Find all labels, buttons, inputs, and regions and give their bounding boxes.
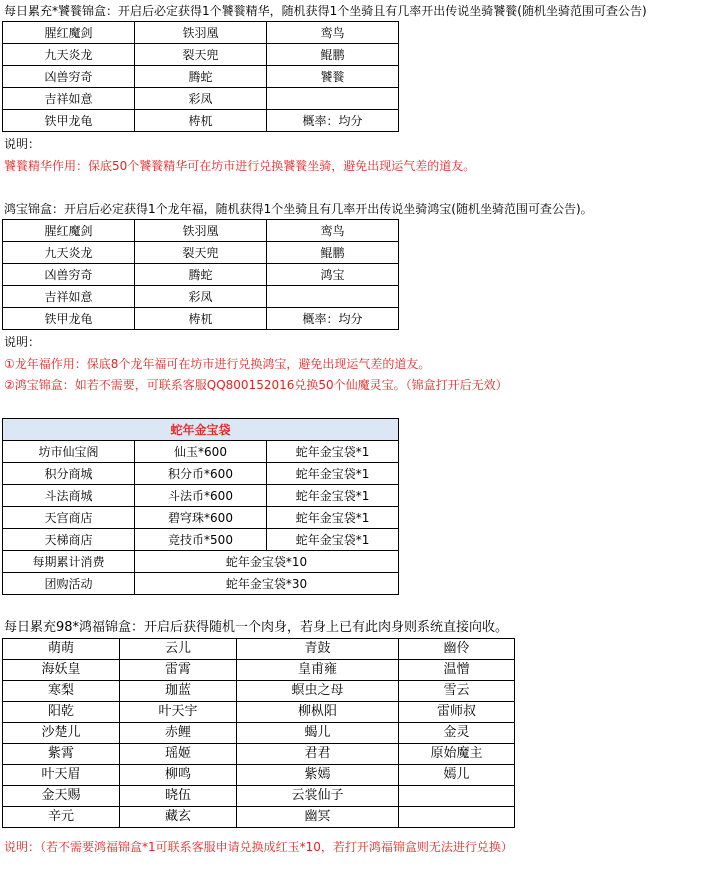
table-cell: 叶天宇: [120, 702, 237, 723]
table-cell: 皇甫雍: [237, 660, 399, 681]
table-cell: 积分币*600: [135, 463, 267, 485]
table-cell: 赤鲤: [120, 723, 237, 744]
table-cell: 嫣儿: [399, 765, 515, 786]
table-cell: 天梯商店: [3, 529, 135, 551]
table-cell: 阳乾: [3, 702, 120, 723]
table-row: [3, 765, 515, 786]
table-cell: 原始魔主: [399, 744, 515, 765]
table-title-row: [3, 419, 399, 441]
table-row: [3, 88, 399, 110]
table-cell: 饕餮: [267, 66, 399, 88]
table-cell: 铁甲龙龟: [3, 308, 135, 330]
section2-mount-table: [2, 219, 399, 330]
table-cell: 裂天兜: [135, 44, 267, 66]
table-cell: [267, 88, 399, 110]
table-row: [3, 529, 399, 551]
table-row: [3, 441, 399, 463]
table-cell: 坊市仙宝阁: [3, 441, 135, 463]
table-cell: 沙楚儿: [3, 723, 120, 744]
section2-note-text-2: ②鸿宝锦盒：如若不需要，可联系客服QQ800152016兑换50个仙魔灵宝。（锦盒打开后无效）: [4, 378, 508, 392]
table-row: [3, 681, 515, 702]
table-cell: 概率：均分: [267, 110, 399, 132]
table-cell: 叶天眉: [3, 765, 120, 786]
table-row: [3, 702, 515, 723]
table-cell: 鲲鹏: [267, 44, 399, 66]
table-cell: 蛇年金宝袋*1: [267, 463, 399, 485]
table-cell: 梼杌: [135, 110, 267, 132]
table-cell: 青鼓: [237, 639, 399, 660]
table-cell: 彩凤: [135, 88, 267, 110]
table-row: [3, 22, 399, 44]
table-row: [3, 551, 399, 573]
table-row: [3, 639, 515, 660]
table-cell: 斗法商城: [3, 485, 135, 507]
table-cell: 紫嫣: [237, 765, 399, 786]
section4-note-text: 说明：（若不需要鸿福锦盒*1可联系客服申请兑换成红玉*10，若打开鸿福锦盒则无法进行兑换）: [4, 840, 513, 854]
table-cell: 梼杌: [135, 308, 267, 330]
table-row: [3, 485, 399, 507]
table-cell: 螟虫之母: [237, 681, 399, 702]
table-cell: 云裳仙子: [237, 786, 399, 807]
table-cell: 概率：均分: [267, 308, 399, 330]
table-cell: 凶兽穷奇: [3, 264, 135, 286]
section4-heading: 每日累充98*鸿福锦盒：开启后获得随机一个肉身，若身上已有此肉身则系统直接向收。: [4, 620, 509, 635]
table-cell: 裂天兜: [135, 242, 267, 264]
table-cell: 凶兽穷奇: [3, 66, 135, 88]
table-row: [3, 66, 399, 88]
table-row: [3, 286, 399, 308]
table-cell: 瑶姬: [120, 744, 237, 765]
table-row: [3, 264, 399, 286]
section1-mount-table: [2, 21, 399, 132]
table-cell: 金灵: [399, 723, 515, 744]
table-cell: 幽伶: [399, 639, 515, 660]
table-cell: 仙玉*600: [135, 441, 267, 463]
section1-note-text: 饕餮精华作用：保底50个饕餮精华可在坊市进行兑换饕餮坐骑，避免出现运气差的道友。: [4, 159, 476, 173]
table-cell: 天宫商店: [3, 507, 135, 529]
table-cell: 晓伍: [120, 786, 237, 807]
table-row: [3, 807, 515, 828]
table-cell: 腥红魔剑: [3, 220, 135, 242]
table-row: [3, 573, 399, 595]
table-row: [3, 723, 515, 744]
table-cell: 藏玄: [120, 807, 237, 828]
table-cell: 柳鸣: [120, 765, 237, 786]
table-cell: [399, 786, 515, 807]
table-row: [3, 110, 399, 132]
table-cell: 铁甲龙龟: [3, 110, 135, 132]
table-row: [3, 220, 399, 242]
table-cell: 金天赐: [3, 786, 120, 807]
table-cell: 鲲鹏: [267, 242, 399, 264]
table-cell: 蛇年金宝袋*30: [135, 573, 399, 595]
table-cell: 云儿: [120, 639, 237, 660]
table-cell: 蛇年金宝袋*10: [135, 551, 399, 573]
table-cell: 吉祥如意: [3, 286, 135, 308]
table-cell: 萌萌: [3, 639, 120, 660]
table-row: [3, 786, 515, 807]
table-cell: 斗法币*600: [135, 485, 267, 507]
table-cell: [399, 807, 515, 828]
table-cell: 雷师叔: [399, 702, 515, 723]
table-cell: 腾蛇: [135, 264, 267, 286]
table-cell: 九天炎龙: [3, 242, 135, 264]
table-cell: 每期累计消费: [3, 551, 135, 573]
section2-note-label: 说明：: [4, 335, 41, 349]
table-row: [3, 507, 399, 529]
table-cell: 柳枞阳: [237, 702, 399, 723]
section1-heading: 每日累充*饕餮锦盒：开启后必定获得1个饕餮精华，随机获得1个坐骑且有几率开出传说坐骑饕餮(随机坐骑范围可查公告): [4, 4, 647, 18]
table-cell: 蛇年金宝袋*1: [267, 529, 399, 551]
table-cell: 团购活动: [3, 573, 135, 595]
table-cell: 雷霄: [120, 660, 237, 681]
table-cell: 珈蓝: [120, 681, 237, 702]
table-cell: 紫霄: [3, 744, 120, 765]
section2-heading: 鸿宝锦盒：开启后必定获得1个龙年福，随机获得1个坐骑且有几率开出传说坐骑鸿宝(随机坐骑范围可查公告)。: [4, 202, 593, 216]
table-row: [3, 242, 399, 264]
table-cell: 雪云: [399, 681, 515, 702]
table-cell: 鸾鸟: [267, 22, 399, 44]
table-row: [3, 660, 515, 681]
table-cell: 碧穹珠*600: [135, 507, 267, 529]
table-cell: 铁羽凰: [135, 22, 267, 44]
table-cell: 彩凤: [135, 286, 267, 308]
table-cell: 蝎儿: [237, 723, 399, 744]
table-cell: 鸿宝: [267, 264, 399, 286]
table-row: [3, 308, 399, 330]
table-cell: 温憎: [399, 660, 515, 681]
table-cell: 海妖皇: [3, 660, 120, 681]
table-cell: 腾蛇: [135, 66, 267, 88]
table-cell: 竞技币*500: [135, 529, 267, 551]
table-row: [3, 463, 399, 485]
table-cell: 腥红魔剑: [3, 22, 135, 44]
section4-body-table: [2, 638, 515, 828]
table-cell: 九天炎龙: [3, 44, 135, 66]
section2-note-text-1: ①龙年福作用：保底8个龙年福可在坊市进行兑换鸿宝，避免出现运气差的道友。: [4, 357, 431, 371]
table-cell: 辛元: [3, 807, 120, 828]
table-cell: 蛇年金宝袋*1: [267, 485, 399, 507]
bag-table-title: 蛇年金宝袋: [3, 419, 399, 441]
table-cell: 幽冥: [237, 807, 399, 828]
table-row: [3, 44, 399, 66]
table-row: [3, 744, 515, 765]
table-cell: 蛇年金宝袋*1: [267, 441, 399, 463]
table-cell: 吉祥如意: [3, 88, 135, 110]
table-cell: 铁羽凰: [135, 220, 267, 242]
table-cell: 君君: [237, 744, 399, 765]
table-cell: 积分商城: [3, 463, 135, 485]
table-cell: 鸾鸟: [267, 220, 399, 242]
table-cell: 寒梨: [3, 681, 120, 702]
section3-bag-table: [2, 418, 399, 595]
table-cell: [267, 286, 399, 308]
table-cell: 蛇年金宝袋*1: [267, 507, 399, 529]
section1-note-label: 说明：: [4, 137, 41, 151]
